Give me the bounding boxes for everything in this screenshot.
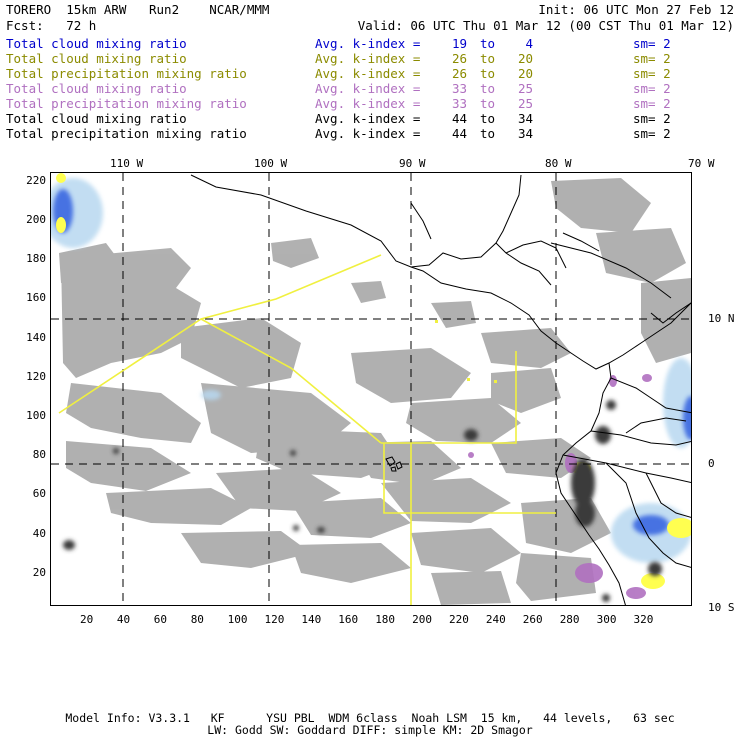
smoothing-label: sm= 2	[633, 126, 671, 141]
avg-kindex-label: Avg. k-index =	[315, 111, 421, 126]
lon-label-110w: 110 W	[110, 157, 144, 170]
field-row	[6, 81, 734, 96]
avg-kindex-label: Avg. k-index =	[315, 96, 421, 111]
lon-label-90w: 90 W	[399, 157, 426, 170]
x-tick-label: 300	[596, 613, 617, 626]
model-info-line1: Model Info: V3.3.1 KF YSU PBL WDM 6class Noah LSM 15 km, 44 levels, 63 sec	[65, 711, 675, 725]
y-tick-label: 160	[26, 291, 46, 304]
avg-kindex-label: Avg. k-index =	[315, 81, 421, 96]
x-tick-label: 100	[227, 613, 248, 626]
smoothing-label: sm= 2	[633, 66, 671, 81]
field-row	[6, 51, 734, 66]
model-title: TORERO 15km ARW Run2 NCAR/MMM	[6, 2, 270, 17]
kindex-start: 44	[451, 126, 467, 141]
lon-label-100w: 100 W	[254, 157, 288, 170]
field-name: Total cloud mixing ratio	[6, 51, 187, 66]
smoothing-label: sm= 2	[633, 51, 671, 66]
kindex-start: 19	[451, 36, 467, 51]
kindex-end: 20	[517, 66, 533, 81]
field-row	[6, 36, 734, 51]
forecast-hour: Fcst: 72 h	[6, 18, 97, 33]
kindex-end: 20	[517, 51, 533, 66]
to-label: to	[480, 36, 496, 51]
avg-kindex-label: Avg. k-index =	[315, 51, 421, 66]
x-tick-label: 20	[80, 613, 94, 626]
kindex-end: 25	[517, 81, 533, 96]
kindex-end: 34	[517, 111, 533, 126]
y-tick-label: 40	[32, 527, 46, 540]
map-canvas	[51, 173, 692, 606]
field-row	[6, 96, 734, 111]
kindex-end: 34	[517, 126, 533, 141]
x-tick-label: 320	[633, 613, 654, 626]
x-tick-label: 160	[338, 613, 359, 626]
x-tick-label: 180	[375, 613, 396, 626]
to-label: to	[480, 111, 496, 126]
smoothing-label: sm= 2	[633, 96, 671, 111]
smoothing-label: sm= 2	[633, 111, 671, 126]
kindex-end: 4	[525, 36, 533, 51]
smoothing-label: sm= 2	[633, 36, 671, 51]
to-label: to	[480, 51, 496, 66]
y-tick-label: 60	[32, 487, 46, 500]
x-tick-label: 40	[116, 613, 131, 626]
lon-label-80w: 80 W	[545, 157, 572, 170]
to-label: to	[480, 81, 496, 96]
model-info-line2: LW: Godd SW: Goddard DIFF: simple KM: 2D Smagor	[207, 723, 533, 737]
kindex-end: 25	[517, 96, 533, 111]
kindex-start: 33	[451, 96, 467, 111]
x-tick-label: 240	[485, 613, 506, 626]
x-tick-label: 280	[559, 613, 580, 626]
init-time: Init: 06 UTC Mon 27 Feb 12	[538, 2, 734, 17]
avg-kindex-label: Avg. k-index =	[315, 36, 421, 51]
to-label: to	[480, 96, 496, 111]
lat-label-eq: 0	[708, 457, 715, 470]
x-tick-label: 120	[264, 613, 285, 626]
to-label: to	[480, 126, 496, 141]
lon-label-70w: 70 W	[688, 157, 715, 170]
y-tick-label: 80	[32, 448, 46, 461]
field-row	[6, 126, 734, 141]
y-tick-label: 140	[26, 331, 46, 344]
field-name: Total cloud mixing ratio	[6, 81, 187, 96]
avg-kindex-label: Avg. k-index =	[315, 126, 421, 141]
to-label: to	[480, 66, 496, 81]
y-tick-label: 180	[26, 252, 46, 265]
x-tick-label: 220	[449, 613, 469, 626]
x-tick-label: 260	[522, 613, 543, 626]
kindex-start: 44	[451, 111, 467, 126]
x-tick-label: 80	[190, 613, 204, 626]
y-tick-label: 120	[26, 370, 46, 383]
field-name: Total precipitation mixing ratio	[6, 66, 247, 81]
lat-label-10s: 10 S	[708, 601, 735, 614]
kindex-start: 26	[451, 66, 467, 81]
field-name: Total precipitation mixing ratio	[6, 96, 247, 111]
avg-kindex-label: Avg. k-index =	[315, 66, 421, 81]
y-tick-label: 100	[26, 409, 46, 422]
valid-time: Valid: 06 UTC Thu 01 Mar 12 (00 CST Thu 01 Mar 12)	[357, 18, 734, 33]
x-tick-label: 140	[301, 613, 322, 626]
cloud-gray-field	[59, 178, 691, 605]
y-tick-label: 200	[26, 213, 46, 226]
y-tick-label: 220	[26, 174, 46, 187]
x-tick-label: 200	[412, 613, 432, 626]
kindex-start: 33	[451, 81, 467, 96]
x-tick-label: 60	[153, 613, 168, 626]
field-row	[6, 111, 734, 126]
field-name: Total cloud mixing ratio	[6, 36, 187, 51]
lat-label-10n: 10 N	[708, 312, 735, 325]
kindex-start: 26	[451, 51, 467, 66]
y-tick-label: 20	[32, 566, 46, 579]
field-name: Total precipitation mixing ratio	[6, 126, 247, 141]
forecast-map	[50, 172, 692, 606]
field-row	[6, 66, 734, 81]
smoothing-label: sm= 2	[633, 81, 671, 96]
field-name: Total cloud mixing ratio	[6, 111, 187, 126]
